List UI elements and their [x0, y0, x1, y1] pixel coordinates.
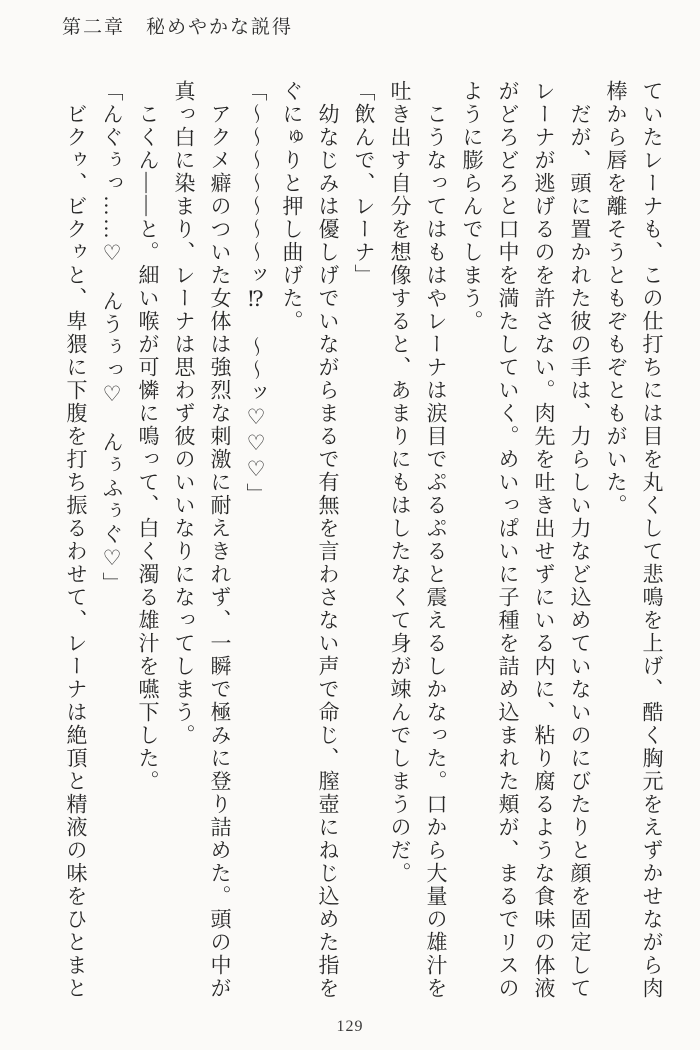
chapter-header: 第二章 秘めやかな説得 — [62, 17, 294, 38]
paragraph: こくん――と。細い喉が可憐に鳴って、白く濁る雄汁を嚥下した。 — [136, 80, 160, 793]
paragraph: ビクゥ、ビクゥと、卑猥に下腹を打ち振るわせて、レーナは絶頂と精液の味をひとまと — [64, 80, 88, 1000]
paragraph: 幼なじみは優しげでいながらまるで有無を言わさない声で命じ、膣壺にねじ込めた指をぐにゅりと押し曲げた。 — [280, 80, 340, 1000]
paragraph: 「～～～～～～～ッ⁉ ～～ッ♡♡♡」 — [244, 80, 268, 506]
paragraph: だが、頭に置かれた彼の手は、力らしい力など込めていないのにびたりと顔を固定してレーナが逃げるのを許さない。肉先を吐き出せずにいる内に、粘り腐るような食味の体液がどろどろと口中を満たしていく。めいっぱいに子種を詰め込まれた頬が、まるでリスのように膨らんでしまう。 — [460, 80, 592, 1000]
paragraph: 「飲んで、レーナ」 — [352, 80, 376, 287]
paragraph: ていたレーナも、この仕打ちには目を丸くして悲鳴を上げ、酷く胸元をえずかせながら肉棒から唇を離そうともぞもぞともがいた。 — [604, 80, 664, 1000]
paragraph: 「んぐぅっ……♡ んうぅっ♡ んぅふぅぐ♡」 — [100, 80, 124, 595]
paragraph: アクメ癖のついた女体は強烈な刺激に耐えきれず、一瞬で極みに登り詰めた。頭の中が真っ白に染まり、レーナは思わず彼のいいなりになってしまう。 — [172, 80, 232, 1000]
paragraph: こうなってはもはやレーナは涙目でぷるぷると震えるしかなった。口から大量の雄汁を吐き出す自分を想像すると、あまりにもはしたなくて身が竦んでしまうのだ。 — [388, 80, 448, 1000]
page-number: 129 — [336, 1018, 364, 1035]
body-text — [50, 80, 670, 1008]
